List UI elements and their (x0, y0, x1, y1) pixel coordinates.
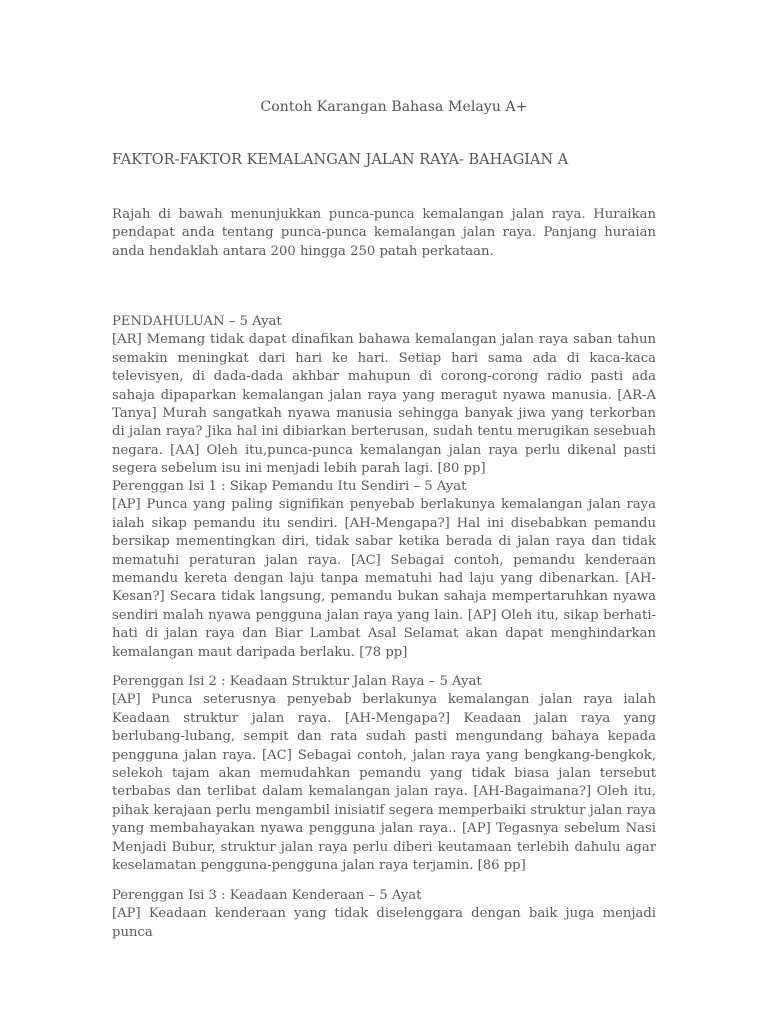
section-body: [AP] Keadaan kenderaan yang tidak diselenggara dengan baik juga menjadi punca (112, 906, 656, 940)
section-point-1 (112, 478, 656, 662)
instructions-paragraph (112, 206, 656, 261)
section-introduction (112, 313, 656, 479)
instructions-text: Rajah di bawah menunjukkan punca-punca kemalangan jalan raya. Huraikan pendapat anda tentang punca-punca kemalangan jalan raya. Panjang huraian anda hendaklah antara 200 hingga 250 patah perkataan. (112, 207, 656, 259)
section-body: [AP] Punca seterusnya penyebab berlakunya kemalangan jalan raya ialah Keadaan struktur jalan raya. [AH-Mengapa?] Keadaan jalan raya yang berlubang-lubang, sempit dan rata sudah pasti mengundang bahaya kepada pengguna jalan raya. [AC] Sebagai contoh, jalan raya yang bengkang-bengkok, selekoh tajam akan memudahkan pemandu yang tidak biasa jalan tersebut terbabas dan terlibat dalam kemalangan jalan raya. [AH-Bagaimana?] Oleh itu, pihak kerajaan perlu mengambil inisiatif segera memperbaiki struktur jalan raya yang membahayakan nyawa pengguna jalan raya.. [AP] Tegasnya sebelum Nasi Menjadi Bubur, struktur jalan raya perlu diberi keutamaan terlebih dahulu agar keselamatan pengguna-pengguna jalan raya terjamin. [86 pp] (112, 692, 656, 874)
section-point-3 (112, 887, 656, 942)
section-heading: PENDAHULUAN – 5 Ayat (112, 314, 282, 329)
section-heading: Perenggan Isi 2 : Keadaan Struktur Jalan Raya – 5 Ayat (112, 674, 482, 689)
section-heading: Perenggan Isi 1 : Sikap Pemandu Itu Sendiri – 5 Ayat (112, 479, 467, 494)
essay-heading: FAKTOR-FAKTOR KEMALANGAN JALAN RAYA- BAHAGIAN A (112, 152, 569, 168)
document-title: Contoh Karangan Bahasa Melayu A+ (260, 99, 528, 115)
section-body: [AP] Punca yang paling signifikan penyebab berlakunya kemalangan jalan raya ialah sikap pemandu itu sendiri. [AH-Mengapa?] Hal ini disebabkan pemandu bersikap mementingkan diri, tidak sabar ketika berada di jalan raya dan tidak mematuhi peraturan jalan raya. [AC] Sebagai contoh, pemandu kenderaan memandu kereta dengan laju tanpa mematuhi had laju yang dibenarkan. [AH-Kesan?] Secara tidak langsung, pemandu bukan sahaja mempertaruhkan nyawa sendiri malah nyawa pengguna jalan raya yang lain. [AP] Oleh itu, sikap berhati-hati di jalan raya dan Biar Lambat Asal Selamat akan dapat menghindarkan kemalangan maut daripada berlaku. [78 pp] (112, 497, 656, 660)
section-heading: Perenggan Isi 3 : Keadaan Kenderaan – 5 Ayat (112, 888, 422, 903)
section-point-2 (112, 673, 656, 875)
section-body: [AR] Memang tidak dapat dinafikan bahawa kemalangan jalan raya saban tahun semakin meningkat dari hari ke hari. Setiap hari sama ada di kaca-kaca televisyen, di dada-dada akhbar mahupun di corong-corong radio pasti ada sahaja dipaparkan kemalangan jalan raya yang meragut nyawa manusia. [AR-A Tanya] Murah sangatkah nyawa manusia sehingga banyak jiwa yang terkorban di jalan raya? Jika hal ini dibiarkan berterusan, sudah tentu merugikan sesebuah negara. [AA] Oleh itu,punca-punca kemalangan jalan raya perlu dikenal pasti segera sebelum isu ini menjadi lebih parah lagi. [80 pp] (112, 332, 656, 477)
